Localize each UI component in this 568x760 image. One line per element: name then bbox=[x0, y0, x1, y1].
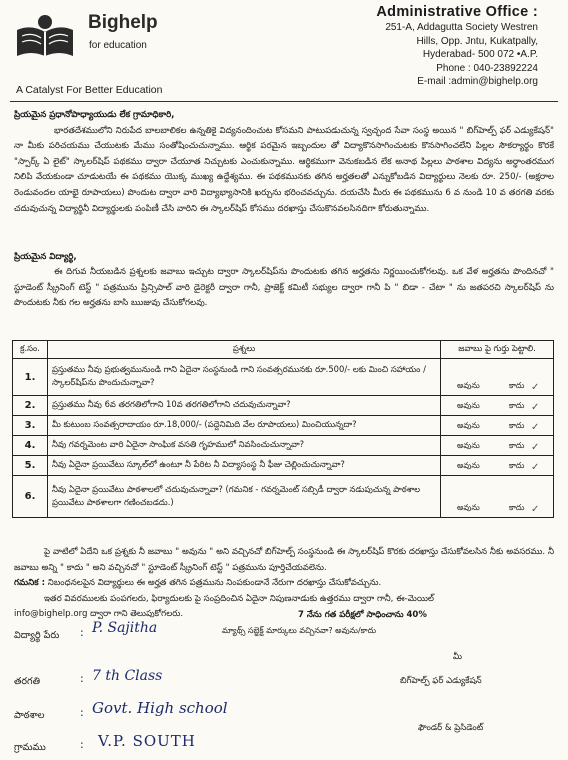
col-answer: జవాబు పై గుర్తు పెట్టాలి. bbox=[441, 341, 554, 359]
bighelp-logo bbox=[14, 12, 76, 58]
office-line: 251-A, Addagutta Society Westren bbox=[385, 22, 538, 34]
handwritten-question: మ్యాథ్స్ సబ్జెక్ట్ మార్కులు వచ్చినవా? అవును/కాదు bbox=[222, 626, 376, 635]
table-row bbox=[13, 359, 554, 396]
office-line: Hills, Opp. Jntu, Kukatpally, bbox=[416, 35, 538, 47]
closing-text bbox=[14, 545, 554, 623]
checkmark-icon: ✓ bbox=[531, 402, 540, 413]
answer-yes[interactable]: అవును bbox=[457, 401, 480, 410]
answer-yes[interactable]: అవును bbox=[457, 503, 480, 512]
colon: : bbox=[80, 672, 84, 685]
office-line: Hyderabad- 500 072 •A.P. bbox=[422, 49, 538, 61]
table-row bbox=[13, 476, 554, 518]
checkmark-icon: ✓ bbox=[531, 462, 540, 473]
col-serial: క్ర.సం. bbox=[13, 341, 48, 359]
row-number: 2. bbox=[13, 396, 48, 416]
colon: : bbox=[80, 738, 84, 751]
table-header-row bbox=[13, 341, 554, 359]
school-field[interactable]: Govt. High school bbox=[92, 699, 228, 717]
answer-cell[interactable] bbox=[441, 456, 554, 476]
colon: : bbox=[80, 706, 84, 719]
row-number: 6. bbox=[13, 476, 48, 518]
result-paragraph: పై వాటిలో ఏదేని ఒక ప్రశ్నకు నీ జవాబు " అవును " అని వచ్చినచో బిగ్‌హెల్ప్ సంస్థనుండి ఈ స్కాలర్‌షిప్ కొరకు దరఖాస్తు చేసుకోవలసిన నీకు అవసరము. నీ జవాబు అన్ని " కాదు " అని వచ్చినచో " స్టూడెంట్ స్క్రీనింగ్ టెస్ట్ " పత్రమును పూర్తిచేయవలెను. bbox=[14, 547, 554, 573]
letter-body bbox=[14, 108, 554, 312]
signoff-org: బిగ్‌హెల్ప్ ఫర్ ఎడ్యుకేషన్ bbox=[400, 676, 482, 686]
question-text: నీవు ఏదైనా ప్రయివేటు స్కూల్‌లో ఉంటూ నీ పేరిట నీ విద్యాసంస్థ నీ ఫీజు చెల్లించుచున్నావా? bbox=[48, 456, 441, 476]
signoff-role: ఫౌండర్ & ప్రెసిడెంట్ bbox=[418, 723, 484, 733]
note-line bbox=[14, 576, 554, 592]
header-divider bbox=[10, 101, 558, 102]
answer-cell[interactable] bbox=[441, 359, 554, 396]
instruction-paragraph: ఈ దిగువ నీయబడిన ప్రశ్నలకు జవాబు ఇచ్చుట ద్వారా స్కాలర్‌షిప్‌ను పొందుటకు తగిన అర్హతను నిర్ణయించుకోగలవు. ఒక వేళ అర్హతను పొందినచో " స్టూడెంట్ స్క్రీనింగ్ టెస్ట్ " పత్రమును ప్రిన్సిపాల్ వారి డైరెక్టరీ ద్వారా గానీ, ప్రాజెక్ట్ కమిటీ సభ్యుల ద్వారా గానీ పి " బిడా - చేటా " ను జతపరచి స్కాలర్‌షిప్ ను పొందుటకు నీకు గల అర్హతను బాసి ఋజువు చేసుకోగలవు. bbox=[14, 267, 554, 309]
eligibility-table bbox=[12, 340, 554, 518]
answer-yes[interactable]: అవును bbox=[457, 461, 480, 470]
email-line[interactable]: info@bighelp.org ద్వారా గాని తెలుపుకోగలరు. bbox=[14, 609, 184, 620]
row-number: 3. bbox=[13, 416, 48, 436]
answer-cell[interactable] bbox=[441, 476, 554, 518]
note-text: నిబంధనలపైన విద్యార్థులు ఈ అర్హత తగిన పత్రమును నింపకుండానే నేరుగా దరఖాస్తు చేసుకోవచ్చును. bbox=[47, 578, 382, 589]
table-row bbox=[13, 436, 554, 456]
signoff-greeting: మీ bbox=[453, 652, 462, 662]
checkmark-icon: ✓ bbox=[531, 504, 540, 515]
question-text: మీ కుటుంబ సంవత్సరాదాయం రూ.18,000/- (పద్దెనిమిది వేల రూపాయలు) మించియున్నదా? bbox=[48, 416, 441, 436]
checkmark-icon: ✓ bbox=[531, 422, 540, 433]
label-student-name: విద్యార్థి పేరు bbox=[14, 630, 60, 641]
label-school: పాఠశాల bbox=[14, 710, 45, 721]
answer-yes[interactable]: అవును bbox=[457, 441, 480, 450]
salutation: ప్రియమైన ప్రధానోపాధ్యాయుడు లేక గ్రామాధికారి, bbox=[14, 110, 175, 120]
tagline: A Catalyst For Better Education bbox=[16, 84, 163, 96]
answer-cell[interactable] bbox=[441, 416, 554, 436]
handwritten-score-note: 7 నేను గత పరీక్షలో సాధించాను 40% bbox=[298, 610, 427, 620]
answer-no[interactable]: కాదు bbox=[509, 461, 525, 470]
colon: : bbox=[80, 626, 84, 639]
office-title: Administrative Office : bbox=[376, 4, 538, 20]
student-salutation: ప్రియమైన విద్యార్థి, bbox=[14, 251, 77, 262]
row-number: 5. bbox=[13, 456, 48, 476]
student-name-field[interactable]: P. Sajitha bbox=[92, 620, 158, 636]
office-email[interactable]: E-mail :admin@bighelp.org bbox=[417, 76, 538, 88]
brand-subtitle: for education bbox=[89, 40, 147, 51]
answer-no[interactable]: కాదు bbox=[509, 401, 525, 410]
answer-cell[interactable] bbox=[441, 396, 554, 416]
answer-yes[interactable]: అవును bbox=[457, 421, 480, 430]
answer-no[interactable]: కాదు bbox=[509, 381, 525, 390]
question-text: నీవు ఏదైనా ప్రయివేటు పాఠశాలలో చదువుచున్నావా? (గమనిక - గవర్నమెంట్ సబ్సిడీ ద్వారా నడుపుచున్న పాఠశాల ప్రయివేటు పాఠశాలగా గణించబడదు.) bbox=[48, 476, 441, 518]
note-label: గమనిక : bbox=[14, 578, 46, 589]
office-phone: Phone : 040-23892224 bbox=[436, 62, 538, 74]
book-logo-icon bbox=[14, 12, 76, 58]
answer-no[interactable]: కాదు bbox=[509, 441, 525, 450]
question-text: ప్రస్తుతము నీవు ప్రభుత్వమునుండి గాని ఏదైనా సంస్థనుండి గాని సంవత్సరమునకు రూ.500/- లకు మించి సహాయం / స్కాలర్‌షిప్‌ను పొందుచున్నావా? bbox=[48, 359, 441, 396]
row-number: 1. bbox=[13, 359, 48, 396]
contact-paragraph: ఇతర వివరములకు పంపగలరు, ఫిర్యాదులకు పై సంప్రదించిన ఏదైనా నిపుణనాడుకు ఉత్తరము ద్వారా గానీ, ఈ-మెయిల్ bbox=[44, 593, 434, 604]
office-address-block bbox=[376, 6, 538, 88]
question-text: ప్రస్తుతము నీవు 6వ తరగతిలోగాని 10వ తరగతిలోగాని చదువుచున్నావా? bbox=[48, 396, 441, 416]
answer-cell[interactable] bbox=[441, 436, 554, 456]
label-class: తరగతి bbox=[14, 676, 40, 687]
answer-no[interactable]: కాదు bbox=[509, 503, 525, 512]
label-village: గ్రామము bbox=[14, 742, 46, 753]
table-row bbox=[13, 416, 554, 436]
village-field[interactable]: V.P. SOUTH bbox=[98, 732, 196, 750]
answer-yes[interactable]: అవును bbox=[457, 381, 480, 390]
checkmark-icon: ✓ bbox=[531, 382, 540, 393]
table-row bbox=[13, 396, 554, 416]
class-field[interactable]: 7 th Class bbox=[92, 668, 163, 684]
question-text: నీవు గవర్నమెంట వారి ఏదైనా సాంఘిక వసతి గృహములో నివసించుచున్నావా? bbox=[48, 436, 441, 456]
row-number: 4. bbox=[13, 436, 48, 456]
table-row bbox=[13, 456, 554, 476]
answer-no[interactable]: కాదు bbox=[509, 421, 525, 430]
col-question: ప్రశ్నలు bbox=[48, 341, 441, 359]
brand-name: Bighelp bbox=[88, 12, 158, 33]
intro-paragraph: భారతదేశములోని నిరుపేద బాలబాలికల ఉన్నతికై విద్యనందించుట కోసమని పాటుపడుచున్న స్వచ్ఛంద సేవా సంస్థ అయిన " బిగ్‌హెల్ప్ ఫర్ ఎడ్యుకేషన్" నా మీకు పరిచయము చేయుటకు మేము సంతోషించుచున్నాము. ఆర్థిక పరమైన ఇబ్బందుల తో విద్యాకొనసాగించుటకు కొనసాగించలేని పిల్లల సౌకర్యార్థం కొరకే "స్పార్క్ ఏ లైట్" స్కాలర్‌షిప్ పథకము ద్వారా చేయూత నిచ్చుటకు ఎంచుకున్నాము. ఆర్థికముగా వెనుకబడిన లేక అనాథ పిల్లలు పాఠశాల విద్యను అర్ధాంతరముగ నిలిపి వేయకుండా చూడుటయే ఈ పథకము యొక్క ముఖ్య ఉద్దేశ్యము. ఈ పథకమునకు తగిన అర్హతలతో ఎన్నుకోబడిన విద్యార్థులు నెలకు రూ. 250/- (అక్షరాల రెండువందల యాభై రూపాయలు) పొందుట ద్వారా వారి విద్యాభ్యాసానికి ఖర్చును భరించవచ్చును. దయచేసి మీరు ఈ పథకమును 6 వ నుండి 10 వ తరగతి వరకు చదువుచున్న విద్యార్థినీ విద్యార్థులకు పంపిణీ చేసి వారిని ఈ స్కాలర్‌షిప్ కోసము దరఖాస్తు చేసుకొనవలసినదిగా కోరుతున్నాము. bbox=[14, 125, 554, 214]
checkmark-icon: ✓ bbox=[531, 442, 540, 453]
